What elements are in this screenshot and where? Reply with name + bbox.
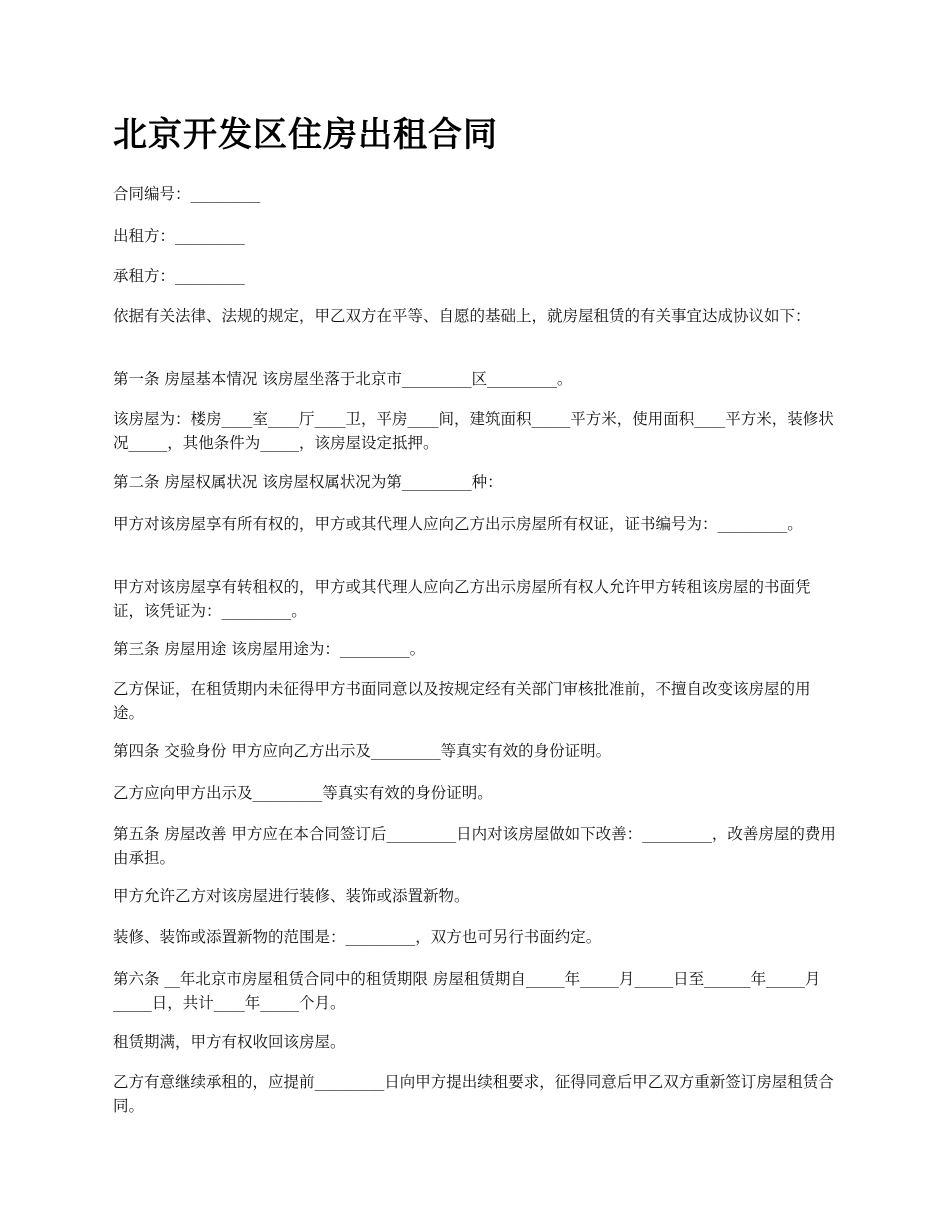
article-4-heading: 第四条 交验身份 甲方应向乙方出示及_________等真实有效的身份证明。 (113, 742, 612, 760)
house-details-paragraph: 该房屋为：楼房____室____厅____卫，平房____间，建筑面积_____平方米，使用面积____平方米，装修状况_____，其他条件为_____，该房屋设定抵押。 (113, 410, 834, 452)
renewal-paragraph: 乙方有意继续承租的，应提前_________日向甲方提出续租要求，征得同意后甲乙双方重新签订房屋租赁合同。 (113, 1073, 834, 1115)
article-5-heading: 第五条 房屋改善 甲方应在本合同签订后_________日内对该房屋做如下改善：_________，改善房屋的费用由承担。 (113, 825, 836, 867)
lessee-line: 承租方：_________ (113, 267, 245, 285)
decoration-permission-paragraph: 甲方允许乙方对该房屋进行装修、装饰或添置新物。 (113, 887, 470, 905)
preamble-paragraph: 依据有关法律、法规的规定，甲乙双方在平等、自愿的基础上，就房屋租赁的有关事宜达成协议如下： (113, 307, 811, 325)
sublease-paragraph: 甲方对该房屋享有转租权的，甲方或其代理人应向乙方出示房屋所有权人允许甲方转租该房屋的书面凭证，该凭证为：_________。 (113, 578, 811, 620)
decoration-scope-paragraph: 装修、装饰或添置新物的范围是：_________，双方也可另行书面约定。 (113, 928, 602, 946)
article-6-heading: 第六条 __年北京市房屋租赁合同中的租赁期限 房屋租赁期自_____年_____月_____日至______年_____月_____日，共计____年_____个月。 (113, 970, 821, 1012)
document-title: 北京开发区住房出租合同 (113, 115, 498, 155)
lessee-identity-paragraph: 乙方应向甲方出示及_________等真实有效的身份证明。 (113, 784, 493, 802)
usage-guarantee-paragraph: 乙方保证，在租赁期内未征得甲方书面同意以及按规定经有关部门审核批准前，不擅自改变该房屋的用途。 (113, 680, 811, 722)
lessor-line: 出租方：_________ (113, 227, 245, 245)
lease-expiry-paragraph: 租赁期满，甲方有权收回该房屋。 (113, 1033, 346, 1051)
article-3-heading: 第三条 房屋用途 该房屋用途为：_________。 (113, 640, 426, 658)
article-2-heading: 第二条 房屋权属状况 该房屋权属状况为第_________种： (113, 473, 503, 491)
article-1-heading: 第一条 房屋基本情况 该房屋坐落于北京市_________区_________。 (113, 370, 573, 388)
contract-number-line: 合同编号：_________ (113, 185, 261, 203)
ownership-paragraph: 甲方对该房屋享有所有权的，甲方或其代理人应向乙方出示房屋所有权证，证书编号为：_________。 (113, 515, 803, 533)
